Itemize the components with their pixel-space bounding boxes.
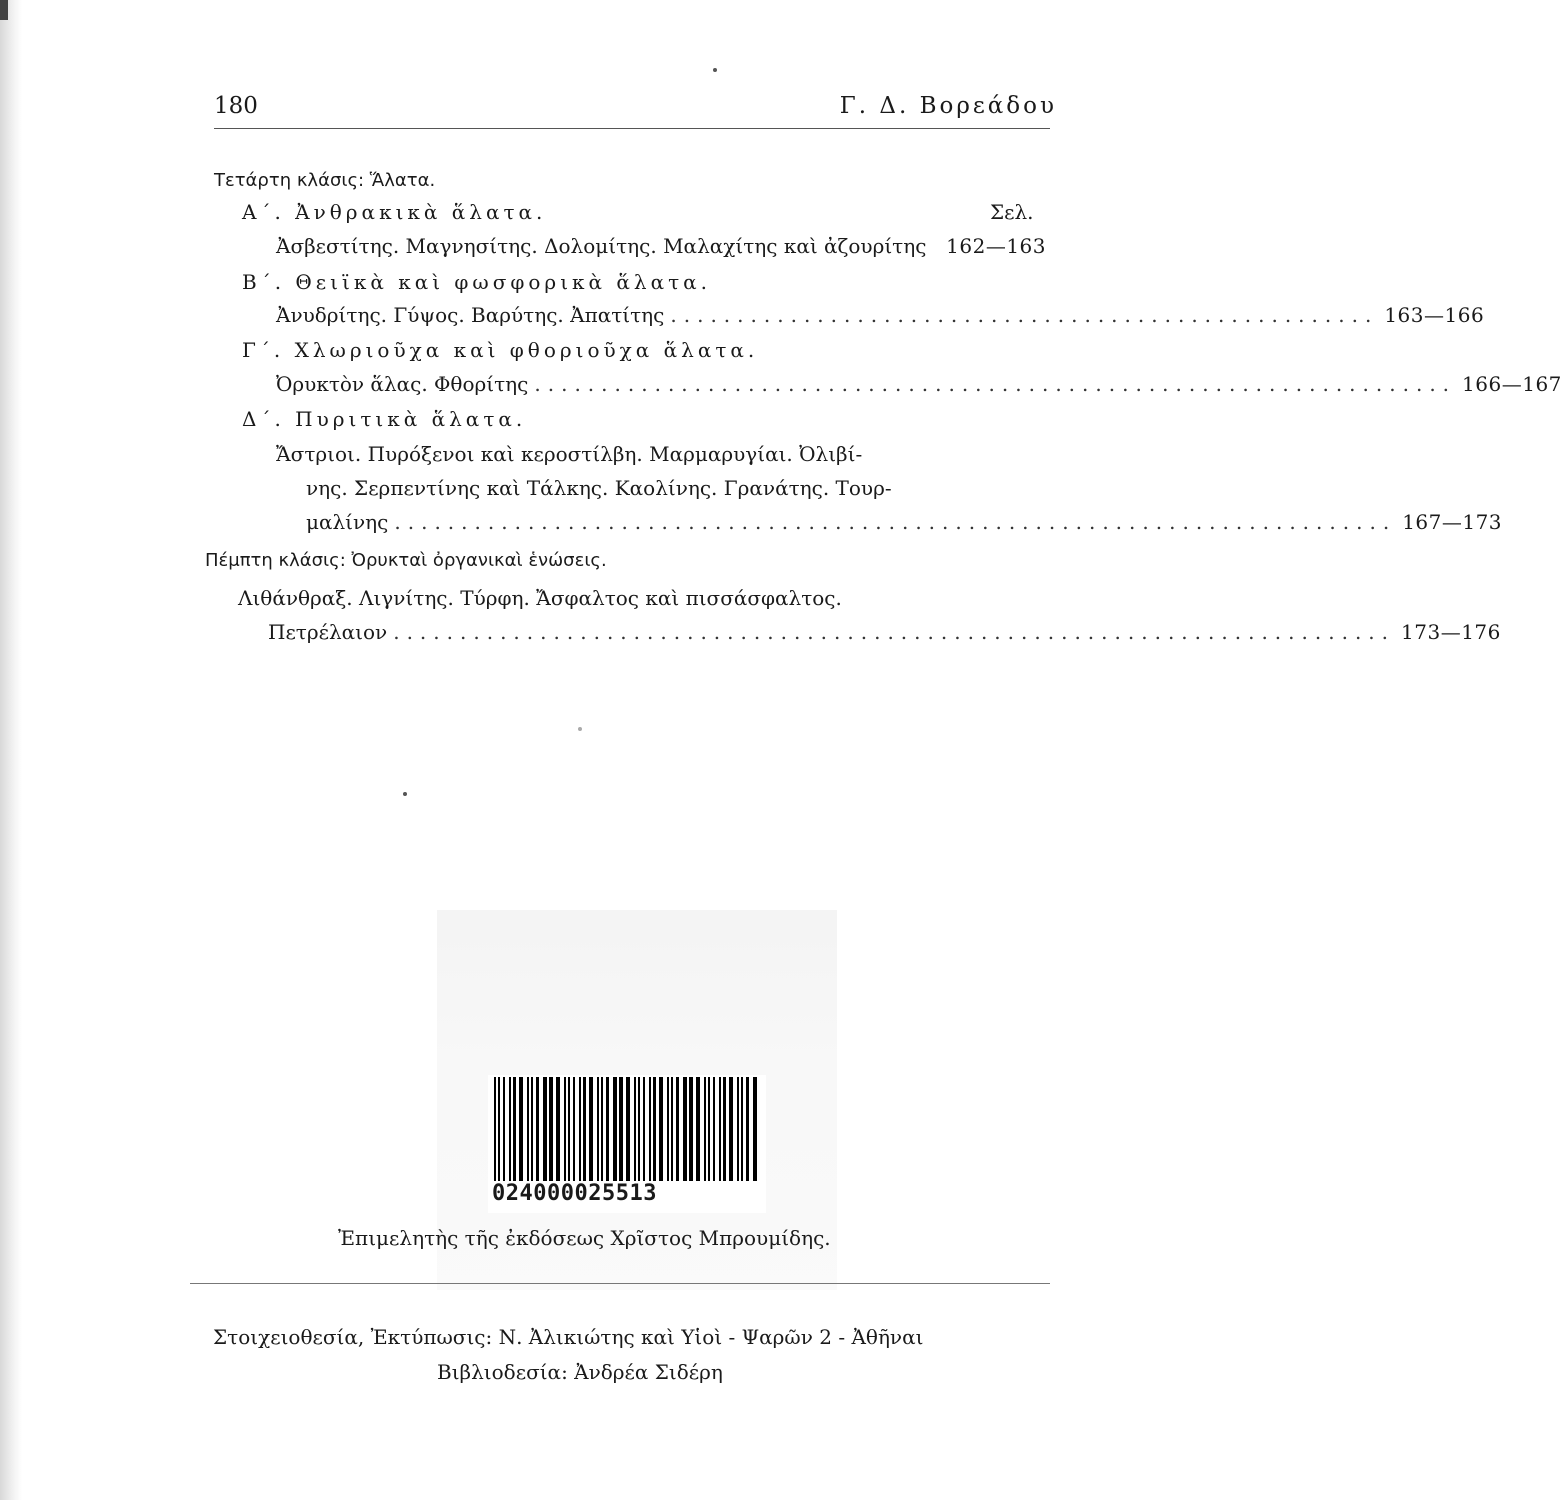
toc-entry-pages: 162—163 bbox=[946, 234, 1046, 258]
toc-entry bbox=[276, 372, 1562, 396]
barcode-bar bbox=[527, 1077, 529, 1181]
barcode-bar bbox=[713, 1077, 715, 1181]
colophon-rule bbox=[190, 1283, 1050, 1284]
section-c-title: Γ΄. Χλωριοῦχα καὶ φθοριοῦχα ἅλατα. bbox=[242, 338, 759, 362]
barcode-bar bbox=[606, 1077, 609, 1181]
class4-heading: Τετάρτη κλάσις: Ἅλατα. bbox=[214, 170, 436, 191]
toc-entry bbox=[276, 234, 1046, 258]
page-corner-mark bbox=[0, 0, 8, 20]
barcode-bar bbox=[519, 1077, 523, 1181]
barcode-bar bbox=[704, 1077, 706, 1181]
barcode-bar bbox=[556, 1077, 560, 1181]
barcode-bar bbox=[653, 1077, 656, 1181]
toc-entry-text: Λιθάνθραξ. Λιγνίτης. Τύρφη. Ἄσφαλτος καὶ πισσάσφαλτος. bbox=[238, 586, 842, 610]
toc-entry-text: νης. Σερπεντίνης καὶ Τάλκης. Καολίνης. Γρανάτης. Τουρ- bbox=[306, 476, 892, 500]
barcode-bar bbox=[689, 1077, 693, 1181]
toc-entry-pages: 173—176 bbox=[1401, 620, 1501, 644]
print-speck bbox=[578, 727, 582, 731]
barcode-bar bbox=[573, 1077, 575, 1181]
barcode-bar bbox=[741, 1077, 743, 1181]
toc-entry-pages: 167—173 bbox=[1402, 510, 1503, 534]
barcode-bar bbox=[638, 1077, 640, 1181]
barcode-bar bbox=[498, 1077, 500, 1181]
leader-dots: ........................................................................... bbox=[393, 620, 1396, 644]
print-speck bbox=[403, 792, 407, 796]
barcode-bar bbox=[634, 1077, 636, 1181]
barcode-bar bbox=[659, 1077, 663, 1181]
barcode-bar bbox=[753, 1077, 757, 1181]
printer-line: Στοιχειοθεσία, Ἐκτύπωσις: Ν. Ἀλικιώτης καὶ Υἱοὶ - Ψαρῶν 2 - Ἀθῆναι bbox=[213, 1325, 924, 1349]
toc-entry-text: Ἄστριοι. Πυρόξενοι καὶ κεροστίλβη. Μαρμαρυγίαι. Ὀλιβί- bbox=[276, 442, 863, 466]
toc-entry-text: Ὀρυκτὸν ἅλας. Φθορίτης bbox=[276, 372, 529, 396]
barcode-bars bbox=[494, 1077, 760, 1181]
toc-entry-text: μαλίνης bbox=[306, 510, 389, 534]
section-a-title: Α΄. Ἀνθρακικὰ ἅλατα. bbox=[242, 200, 547, 224]
page-column-label: Σελ. bbox=[990, 200, 1034, 224]
toc-entry-text: Ἀνυδρίτης. Γύψος. Βαρύτης. Ἀπατίτης bbox=[276, 303, 665, 327]
barcode-bar bbox=[613, 1077, 617, 1181]
barcode-bar bbox=[729, 1077, 733, 1181]
barcode-bar bbox=[719, 1077, 721, 1181]
barcode-bar bbox=[549, 1077, 553, 1181]
barcode-bar bbox=[509, 1077, 511, 1181]
running-head-author: Γ. Δ. Βορεάδου bbox=[839, 93, 1057, 119]
toc-entry bbox=[276, 303, 1485, 327]
leader-dots: ..................................................................... bbox=[534, 372, 1457, 396]
toc-entry bbox=[268, 620, 1501, 644]
leader-dots: ........................................................................... bbox=[394, 510, 1397, 534]
barcode-bar bbox=[649, 1077, 651, 1181]
toc-entry-text: Ἀσβεστίτης. Μαγνησίτης. Δολομίτης. Μαλαχίτης καὶ ἀζουρίτης bbox=[276, 234, 927, 258]
section-d-title: Δ΄. Πυριτικὰ ἅλατα. bbox=[242, 407, 527, 431]
section-b-title: Β΄. Θειϊκὰ καὶ φωσφορικὰ ἅλατα. bbox=[242, 270, 712, 294]
barcode-bar bbox=[494, 1077, 496, 1181]
barcode-bar bbox=[676, 1077, 679, 1181]
barcode-bar bbox=[626, 1077, 630, 1181]
barcode-bar bbox=[696, 1077, 700, 1181]
editor-line: Ἐπιμελητὴς τῆς ἐκδόσεως Χρῖστος Μπρουμίδης. bbox=[338, 1226, 831, 1250]
barcode-bar bbox=[536, 1077, 539, 1181]
barcode-bar bbox=[723, 1077, 726, 1181]
toc-entry-text: Πετρέλαιον bbox=[268, 620, 388, 644]
barcode-bar bbox=[746, 1077, 749, 1181]
barcode-bar bbox=[564, 1077, 566, 1181]
barcode-bar bbox=[503, 1077, 505, 1181]
barcode-bar bbox=[708, 1077, 710, 1181]
toc-entry-pages: 166—167 bbox=[1462, 372, 1562, 396]
header-rule bbox=[214, 128, 1050, 129]
page-left-edge bbox=[0, 0, 22, 1500]
barcode-bar bbox=[597, 1077, 599, 1181]
print-speck bbox=[713, 68, 717, 72]
barcode-bar bbox=[683, 1077, 687, 1181]
binder-line: Βιβλιοδεσία: Ἀνδρέα Σιδέρη bbox=[437, 1360, 723, 1384]
barcode-bar bbox=[619, 1077, 623, 1181]
barcode-bar bbox=[737, 1077, 739, 1181]
barcode-bar bbox=[579, 1077, 581, 1181]
barcode-bar bbox=[513, 1077, 516, 1181]
barcode-bar bbox=[543, 1077, 547, 1181]
barcode-bar bbox=[568, 1077, 570, 1181]
barcode-label bbox=[488, 1075, 766, 1213]
barcode-bar bbox=[583, 1077, 586, 1181]
page-number: 180 bbox=[214, 93, 258, 119]
barcode-bar bbox=[667, 1077, 669, 1181]
toc-entry bbox=[306, 510, 1503, 534]
barcode-bar bbox=[671, 1077, 673, 1181]
barcode-bar bbox=[601, 1077, 603, 1181]
barcode-bar bbox=[643, 1077, 645, 1181]
class5-heading: Πέμπτη κλάσις: Ὀρυκταὶ ὀργανικαὶ ἑνώσεις. bbox=[205, 550, 607, 571]
barcode-bar bbox=[589, 1077, 593, 1181]
barcode-number: 024000025513 bbox=[492, 1181, 657, 1206]
barcode-bar bbox=[531, 1077, 533, 1181]
leader-dots: ..................................................... bbox=[670, 303, 1379, 327]
toc-entry-pages: 163—166 bbox=[1384, 303, 1485, 327]
